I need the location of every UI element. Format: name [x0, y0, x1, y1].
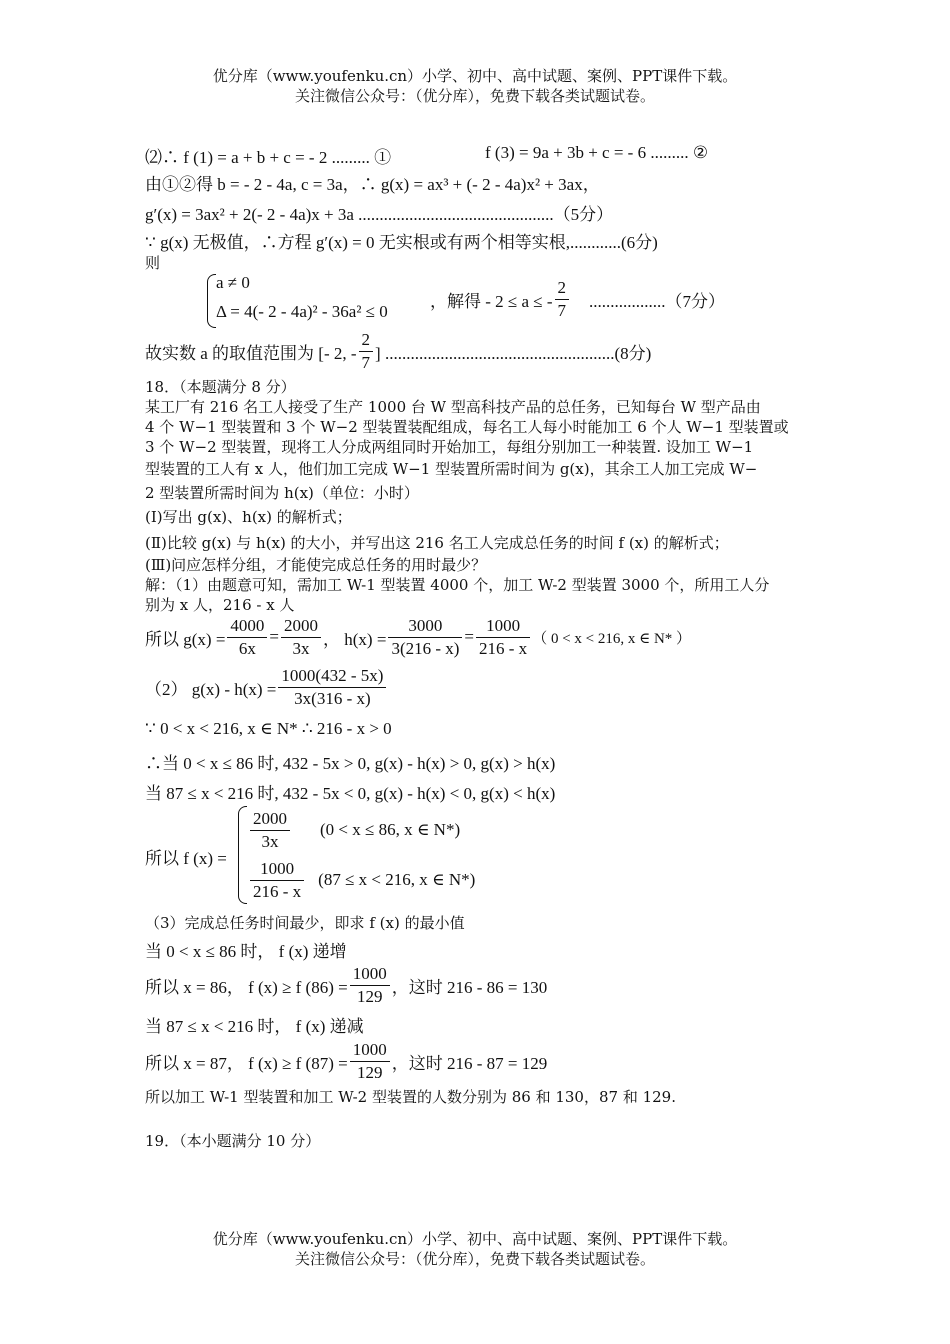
numerator: 1000(432 - 5x) — [278, 665, 386, 688]
then-label: 则 — [145, 254, 161, 272]
numerator: 3000 — [388, 615, 462, 638]
piecewise-case-2 — [248, 856, 475, 904]
numerator: 2 — [555, 277, 570, 300]
conclusion-line: 所以加工 W-1 型装置和加工 W-2 型装置的人数分别为 86 和 130，87 和 129. — [145, 1088, 676, 1106]
range-prefix: 故实数 a 的取值范围为 [- 2, - — [145, 343, 357, 363]
part-3-line: （3）完成总任务时间最少，即求 f (x) 的最小值 — [145, 914, 465, 932]
fraction-2-7 — [359, 329, 374, 374]
statement-line-3: 3 个 W−2 型装置，现将工人分成两组同时开始加工，每组分别加工一种装置. 设加工 W−1 — [145, 438, 754, 456]
denominator: 6x — [238, 638, 256, 658]
fraction-difference — [278, 665, 386, 710]
score-8: ] ......................................................(8分) — [375, 343, 652, 363]
problem-18-title: 18．（本题满分 8 分） — [145, 378, 296, 396]
case-2-line: 当 87 ≤ x < 216 时, 432 - 5x < 0, g(x) - h(x) < 0, g(x) < h(x) — [145, 784, 556, 803]
fraction-m1 — [350, 963, 390, 1008]
score-7: ..................（7分） — [589, 291, 726, 311]
numerator: 2000 — [250, 808, 290, 831]
fraction-f1 — [250, 808, 290, 853]
difference-line — [145, 662, 388, 712]
denominator: 129 — [356, 1062, 383, 1082]
solution-line — [430, 277, 725, 321]
question-3: (Ⅲ)问应怎样分组，才能使完成总任务的用时最少？ — [145, 556, 487, 574]
question-1: (Ⅰ)写出 g(x)、h(x) 的解析式； — [145, 508, 352, 526]
fraction-h1 — [388, 615, 462, 660]
fraction-m2 — [350, 1039, 390, 1084]
eq-g-expression: 由①②得 b = - 2 - 4a, c = 3a，∴ g(x) = ax³ + (- 2 - 4a)x² + 3ax， — [145, 175, 600, 194]
denominator: 3(216 - x) — [391, 638, 460, 658]
numerator: 2000 — [281, 615, 321, 638]
minimum-1-line — [145, 960, 547, 1010]
system-line-2: Δ = 4(- 2 - 4a)² - 36a² ≤ 0 — [216, 302, 388, 321]
minimum-2-line — [145, 1036, 547, 1086]
statement-line-1: 某工厂有 216 名工人接受了生产 1000 台 W 型高科技产品的总任务，已知每台 W 型产品由 — [145, 398, 761, 416]
decreasing-line: 当 87 ≤ x < 216 时， f (x) 递减 — [145, 1017, 364, 1036]
fraction-2-7 — [555, 277, 570, 322]
denominator: 3x — [261, 831, 279, 851]
denominator: 3x(316 - x) — [294, 688, 371, 708]
header-line-1: 优分库（www.youfenku.cn）小学、初中、高中试题、案例、PPT课件下载。 — [212, 67, 738, 85]
piecewise-case-1 — [248, 806, 460, 854]
numerator: 1000 — [476, 615, 530, 638]
piecewise-brace — [238, 806, 247, 904]
f-prefix: 所以 f (x) = — [145, 849, 227, 868]
equals-sign: = — [269, 627, 280, 646]
domain-note: （ 0 < x < 216, x ∈ N* ） — [532, 630, 692, 647]
footer-line-1: 优分库（www.youfenku.cn）小学、初中、高中试题、案例、PPT课件下载。 — [212, 1230, 738, 1248]
denominator: 216 - x — [253, 881, 302, 901]
condition-line: ∵ 0 < x < 216, x ∈ N* ∴ 216 - x > 0 — [145, 719, 392, 738]
system-brace — [207, 274, 216, 328]
h-prefix: ， h(x) = — [323, 629, 387, 649]
statement-line-2: 4 个 W−1 型装置和 3 个 W−2 型装置装配组成，每名工人每小时能加工 6 个人 W−1 型装置或 — [145, 418, 789, 436]
footer-line-2: 关注微信公众号：（优分库），免费下载各类试题试卷。 — [294, 1250, 655, 1268]
header-line-2: 关注微信公众号：（优分库），免费下载各类试题试卷。 — [294, 87, 655, 105]
denominator: 216 - x — [479, 638, 528, 658]
minimum-2-prefix: 所以 x = 87， f (x) ≥ f (87) = — [145, 1053, 348, 1073]
solution-prefix: ，解得 - 2 ≤ a ≤ - — [430, 291, 553, 311]
minimum-2-suffix: ，这时 216 - 87 = 129 — [391, 1053, 548, 1073]
question-2: (Ⅱ)比较 g(x) 与 h(x) 的大小，并写出这 216 名工人完成总任务的时间 f (x) 的解析式； — [145, 534, 729, 552]
numerator: 1000 — [350, 1039, 390, 1062]
denominator: 7 — [361, 352, 371, 372]
range-line — [145, 328, 651, 374]
minimum-1-suffix: ，这时 216 - 86 = 130 — [391, 977, 548, 997]
eq-f1: ⑵∴ f (1) = a + b + c = - 2 ......... ① — [145, 148, 392, 167]
equals-sign: = — [464, 627, 475, 646]
numerator: 4000 — [227, 615, 267, 638]
statement-line-4: 型装置的工人有 x 人，他们加工完成 W−1 型装置所需时间为 g(x)，其余工人加工完成 W− — [145, 460, 758, 478]
eq-f3: f (3) = 9a + 3b + c = - 6 ......... ② — [485, 143, 709, 162]
problem-19-title: 19．（本小题满分 10 分） — [145, 1132, 321, 1150]
answer-line-2: 别为 x 人，216 - x 人 — [145, 596, 295, 614]
system-line-1: a ≠ 0 — [216, 273, 250, 292]
fraction-g1 — [227, 615, 267, 660]
statement-line-5: 2 型装置所需时间为 h(x)（单位：小时） — [145, 484, 419, 502]
no-extremum-line: ∵ g(x) 无极值，∴方程 g′(x) = 0 无实根或有两个相等实根,............(6分) — [145, 233, 658, 252]
numerator: 1000 — [250, 858, 304, 881]
difference-prefix: （2） g(x) - h(x) = — [145, 679, 277, 699]
denominator: 7 — [557, 300, 567, 320]
fraction-g2 — [281, 615, 321, 660]
case-condition-2: (87 ≤ x < 216, x ∈ N*) — [318, 870, 476, 889]
case-1-line: ∴当 0 < x ≤ 86 时, 432 - 5x > 0, g(x) - h(x) > 0, g(x) > h(x) — [145, 754, 556, 773]
g-prefix: 所以 g(x) = — [145, 629, 226, 649]
answer-line-1: 解：（1）由题意可知，需加工 W-1 型装置 4000 个，加工 W-2 型装置 3000 个，所用工人分 — [145, 576, 770, 594]
minimum-1-prefix: 所以 x = 86， f (x) ≥ f (86) = — [145, 977, 348, 997]
fraction-f2 — [250, 858, 304, 903]
fraction-h2 — [476, 615, 530, 660]
denominator: 3x — [292, 638, 310, 658]
numerator: 1000 — [350, 963, 390, 986]
numerator: 2 — [359, 329, 374, 352]
eq-g-derivative: g′(x) = 3ax² + 2(- 2 - 4a)x + 3a ..............................................（5分） — [145, 205, 614, 224]
g-h-formula-line — [145, 612, 691, 662]
case-condition-1: (0 < x ≤ 86, x ∈ N*) — [320, 820, 461, 839]
denominator: 129 — [356, 986, 383, 1006]
increasing-line: 当 0 < x ≤ 86 时， f (x) 递增 — [145, 942, 347, 961]
